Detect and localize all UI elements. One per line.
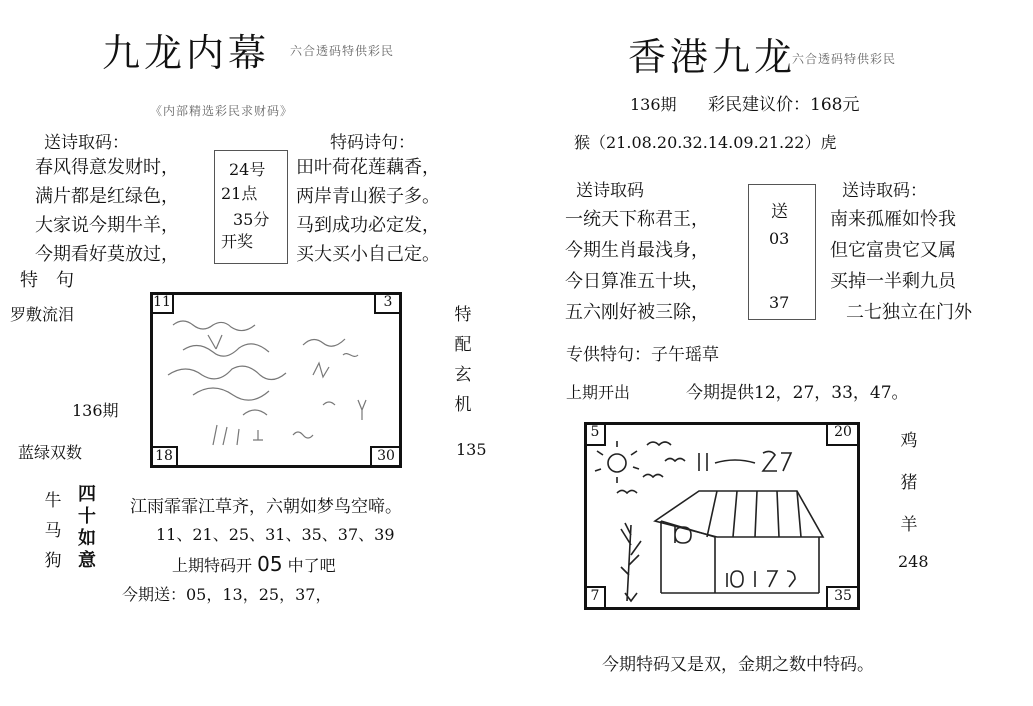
box-line: 21点: [221, 184, 258, 203]
poem-line: 马到成功必定发，: [296, 215, 440, 236]
left-zodiac-column: [42, 486, 64, 576]
poem-line: 五六刚好被三除，: [565, 302, 709, 323]
right-monkey-line: 猴（21.08.20.32.14.09.21.22）虎: [574, 133, 837, 152]
vertical-char: 猪: [900, 473, 918, 493]
left-issue: 136期: [72, 401, 119, 420]
poem-line: 买大买小自己定。: [296, 244, 440, 265]
last-issue-text-a: 上期特码开: [172, 556, 253, 575]
right-drawing-frame: [584, 422, 860, 610]
idiom-char: 如: [78, 528, 96, 549]
poem-line: 今日算准五十块，: [565, 271, 709, 292]
right-poem-left: [565, 204, 709, 328]
box-line: 开奖: [221, 232, 254, 251]
right-title-note: 六合透码特供彩民: [792, 52, 897, 66]
left-last-issue: [172, 552, 336, 576]
left-color-label: 蓝绿双数: [18, 443, 83, 462]
poem-line: 大家说今期牛羊，: [35, 215, 179, 236]
box-line: 送: [771, 202, 788, 222]
corner-label: 20: [826, 422, 860, 446]
right-title: 香港九龙: [628, 35, 797, 79]
last-issue-number: 05: [257, 552, 283, 576]
right-poem-heading: 送诗取码: [576, 181, 644, 201]
left-special-label: 特 句: [20, 270, 74, 291]
poem-line: 满片都是红绿色，: [35, 186, 179, 207]
left-subnote: 《内部精选彩民求财码》: [150, 104, 294, 118]
left-poem-right: [296, 153, 440, 269]
left-title: 九龙内幕: [102, 31, 271, 75]
zodiac-char: 马: [44, 521, 62, 541]
poem-line: 买掉一半剩九员: [830, 271, 956, 292]
right-issue: 136期: [630, 95, 677, 114]
poem-line: 一统天下称君王，: [565, 209, 709, 230]
corner-label: 11: [150, 292, 174, 314]
right-side-vertical: [898, 420, 920, 546]
corner-label: 35: [826, 586, 860, 610]
corner-label: 5: [584, 422, 606, 446]
left-side-number: 135: [456, 440, 487, 459]
corner-label: 30: [370, 446, 402, 468]
left-poem-left: [35, 153, 179, 269]
left-side-vertical: [452, 300, 474, 420]
right-poem-heading-right: 送诗取码：: [842, 181, 927, 201]
right-this-issue-line: 今期提供12，27，33，47。: [686, 383, 909, 403]
left-idiom-column: [76, 484, 98, 572]
vertical-char: 特: [454, 305, 472, 325]
vertical-char: 玄: [454, 365, 472, 385]
poem-line: 今期生肖最浅身，: [565, 240, 709, 261]
box-line: 24号: [229, 160, 266, 179]
right-side-number: 248: [898, 552, 929, 571]
zodiac-char: 狗: [44, 551, 62, 571]
box-line: 35分: [233, 210, 270, 229]
right-last-issue-label: 上期开出: [566, 383, 631, 402]
left-title-note: 六合透码特供彩民: [290, 44, 395, 58]
left-drawing-frame: [150, 292, 402, 468]
right-special-line: 专供特句：子午瑶草: [566, 345, 719, 365]
right-poem-right: [830, 204, 972, 328]
right-price: 彩民建议价：168元: [708, 95, 860, 115]
idiom-char: 四: [78, 484, 96, 505]
corner-label: 3: [374, 292, 402, 314]
scribble-drawing: [153, 295, 399, 465]
left-poem-heading: 送诗取码：: [44, 133, 129, 153]
left-poem-heading-right: 特码诗句：: [330, 133, 415, 153]
vertical-char: 鸡: [900, 431, 918, 451]
vertical-char: 羊: [900, 515, 918, 535]
right-info-box: [748, 184, 816, 320]
poem-line: 今期看好莫放过，: [35, 244, 179, 265]
left-verse: 江雨霏霏江草齐，六朝如梦鸟空啼。: [130, 497, 402, 517]
last-issue-text-b: 中了吧: [287, 556, 336, 575]
poem-line: 二七独立在门外: [846, 302, 972, 323]
box-line: 03: [769, 229, 790, 248]
left-numbers-line: 11、21、25、31、35、37、39: [156, 525, 395, 544]
poem-line: 但它富贵它又属: [830, 240, 956, 261]
corner-label: 18: [150, 446, 178, 468]
poem-line: 春风得意发财时，: [35, 157, 179, 178]
zodiac-char: 牛: [44, 491, 62, 511]
box-line: 37: [769, 293, 790, 312]
left-info-box: [214, 150, 288, 264]
poem-line: 两岸青山猴子多。: [296, 186, 440, 207]
idiom-char: 十: [78, 506, 96, 527]
house-drawing: [587, 425, 857, 607]
poem-line: 田叶荷花莲藕香，: [296, 157, 440, 178]
left-send-line: 今期送：05，13，25，37，: [122, 585, 332, 604]
right-footer: 今期特码又是双，金期之数中特码。: [602, 655, 874, 675]
idiom-char: 意: [78, 550, 96, 571]
vertical-char: 机: [454, 395, 472, 415]
vertical-char: 配: [454, 335, 472, 355]
left-special-phrase: 罗敷流泪: [10, 305, 75, 324]
poem-line: 南来孤雁如怜我: [830, 209, 956, 230]
corner-label: 7: [584, 586, 606, 610]
